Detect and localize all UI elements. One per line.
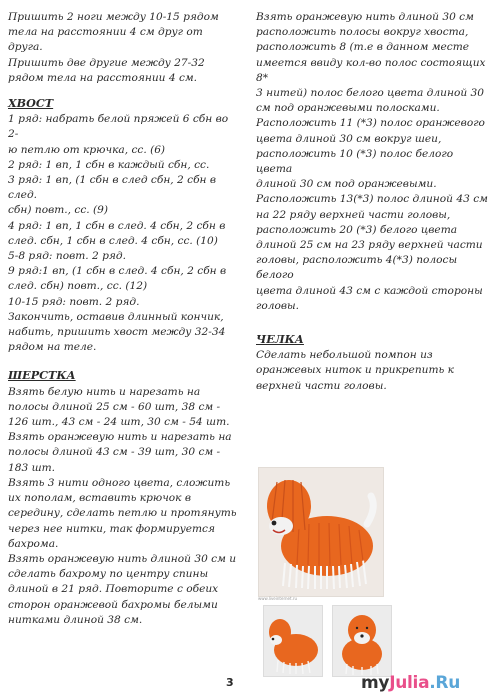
wool-line: 126 шт., 43 см - 24 шт, 30 см - 54 шт. — [8, 416, 230, 429]
page-number: 3 — [226, 676, 234, 689]
dog-photo-main — [258, 467, 384, 597]
wool-line: Взять оранжевую нить длиной 30 см и — [8, 552, 237, 565]
wool-line: полосы длиной 43 см - 39 шт, 30 см - — [8, 446, 221, 459]
wool-cont-line: на 22 ряду верхней части головы, — [256, 208, 451, 221]
tail-line: 5-8 ряд: повт. 2 ряд. — [8, 250, 127, 263]
wool-heading: ШЕРСТКА — [8, 368, 76, 383]
wool-cont-line: Расположить 13(*3) полос длиной 43 см — [256, 193, 488, 206]
wool-cont-line: длиной 25 см на 23 ряду верхней части — [256, 239, 483, 252]
wool-line: сделать бахрому по центру спины — [8, 568, 209, 581]
bang-line: оранжевых ниток и прикрепить к — [256, 364, 454, 377]
wool-cont-line: имеется ввиду кол-во полос состоящих 8* — [256, 56, 486, 84]
wool-cont-line: Взять оранжевую нить длиной 30 см — [256, 11, 474, 23]
wool-cont-line: см под оранжевыми полосками. — [256, 102, 440, 115]
dog-thumbnail-front — [333, 606, 391, 676]
tail-line: 9 ряд:1 вп, (1 сбн в след. 4 сбн, 2 сбн в — [8, 265, 227, 278]
wool-line: Взять 3 нити одного цвета, сложить — [8, 476, 231, 489]
logo-part-julia: Julia — [389, 673, 430, 693]
bang-heading: ЧЕЛКА — [256, 332, 304, 347]
tail-line: 10-15 ряд: повт. 2 ряд. — [8, 295, 140, 308]
bang-line: Сделать небольшой помпон из — [256, 349, 433, 362]
intro-line: тела на расстоянии 4 см друг от друга. — [8, 26, 203, 54]
wool-line: их пополам, вставить крючок в — [8, 492, 192, 505]
wool-cont-line: цвета длиной 43 см с каждой стороны — [256, 284, 483, 297]
dog-photo-front — [332, 605, 392, 677]
intro-line: Пришить 2 ноги между 10-15 рядом — [8, 11, 219, 23]
intro-line: Пришить две другие между 27-32 — [8, 56, 205, 69]
wool-line: нитками длиной 38 см. — [8, 613, 143, 626]
wool-line: середину, сделать петлю и протянуть — [8, 507, 237, 520]
tail-line: сбн) повт., сс. (9) — [8, 204, 108, 217]
photo-caption: www.liveinternet.ru — [258, 596, 298, 601]
wool-line: бахрома. — [8, 537, 59, 550]
wool-cont-line: расположить 8 (т.е в данном месте — [256, 41, 470, 54]
wool-line: сторон оранжевой бахромы белыми — [8, 598, 218, 611]
left-column — [8, 10, 240, 628]
wool-line: 183 шт. — [8, 461, 56, 474]
dog-illustration — [259, 468, 383, 596]
wool-line: через нее нитки, так формируется — [8, 522, 215, 535]
wool-cont-line: Расположить 11 (*3) полос оранжевого — [256, 117, 485, 130]
tail-line: 4 ряд: 1 вп, 1 сбн в след. 4 сбн, 2 сбн в — [8, 219, 226, 232]
wool-cont-line: расположить полосы вокруг хвоста, — [256, 26, 469, 39]
tail-line: набить, пришить хвост между 32-34 — [8, 326, 226, 339]
site-logo[interactable] — [361, 673, 460, 693]
tail-line: Закончить, оставив длинный кончик, — [8, 310, 224, 323]
wool-cont-line: 3 нитей) полос белого цвета длиной 30 — [256, 87, 484, 100]
wool-cont-line: цвета длиной 30 см вокруг шеи, — [256, 132, 442, 145]
wool-line: Взять белую нить и нарезать на — [8, 385, 201, 398]
wool-line: Взять оранжевую нить и нарезать на — [8, 431, 232, 444]
logo-part-my: my — [361, 673, 390, 693]
tail-line: 3 ряд: 1 вп, (1 сбн в след сбн, 2 сбн в след. — [8, 174, 217, 202]
tail-line: рядом на теле. — [8, 341, 97, 354]
wool-line: длиной в 21 ряд. Повторите с обеих — [8, 583, 219, 596]
wool-cont-line: расположить 10 (*3) полос белого цвета — [256, 147, 454, 176]
tail-line: 1 ряд: набрать белой пряжей 6 сбн во 2- — [8, 113, 229, 141]
intro-line: рядом тела на расстоянии 4 см. — [8, 71, 198, 84]
wool-cont-line: головы, расположить 4(*3) полосы белого — [256, 254, 458, 282]
tail-line: 2 ряд: 1 вп, 1 сбн в каждый сбн, сс. — [8, 158, 210, 171]
bang-line: верхней части головы. — [256, 379, 387, 392]
wool-cont-line: головы. — [256, 299, 300, 312]
dog-photo-side — [263, 605, 323, 677]
tail-line: ю петлю от крючка, сс. (6) — [8, 143, 166, 156]
wool-line: полосы длиной 25 см - 60 шт, 38 см - — [8, 400, 221, 413]
wool-cont-line: расположить 20 (*3) белого цвета — [256, 223, 458, 236]
tail-line: след. сбн) повт., сс. (12) — [8, 280, 148, 293]
right-column — [256, 10, 488, 394]
logo-part-ru: .Ru — [429, 673, 461, 693]
tail-heading: ХВОСТ — [8, 96, 54, 111]
dog-thumbnail-side — [264, 606, 322, 676]
tail-line: след. сбн, 1 сбн в след. 4 сбн, сс. (10) — [8, 234, 218, 247]
wool-cont-line: длиной 30 см под оранжевыми. — [256, 178, 437, 191]
